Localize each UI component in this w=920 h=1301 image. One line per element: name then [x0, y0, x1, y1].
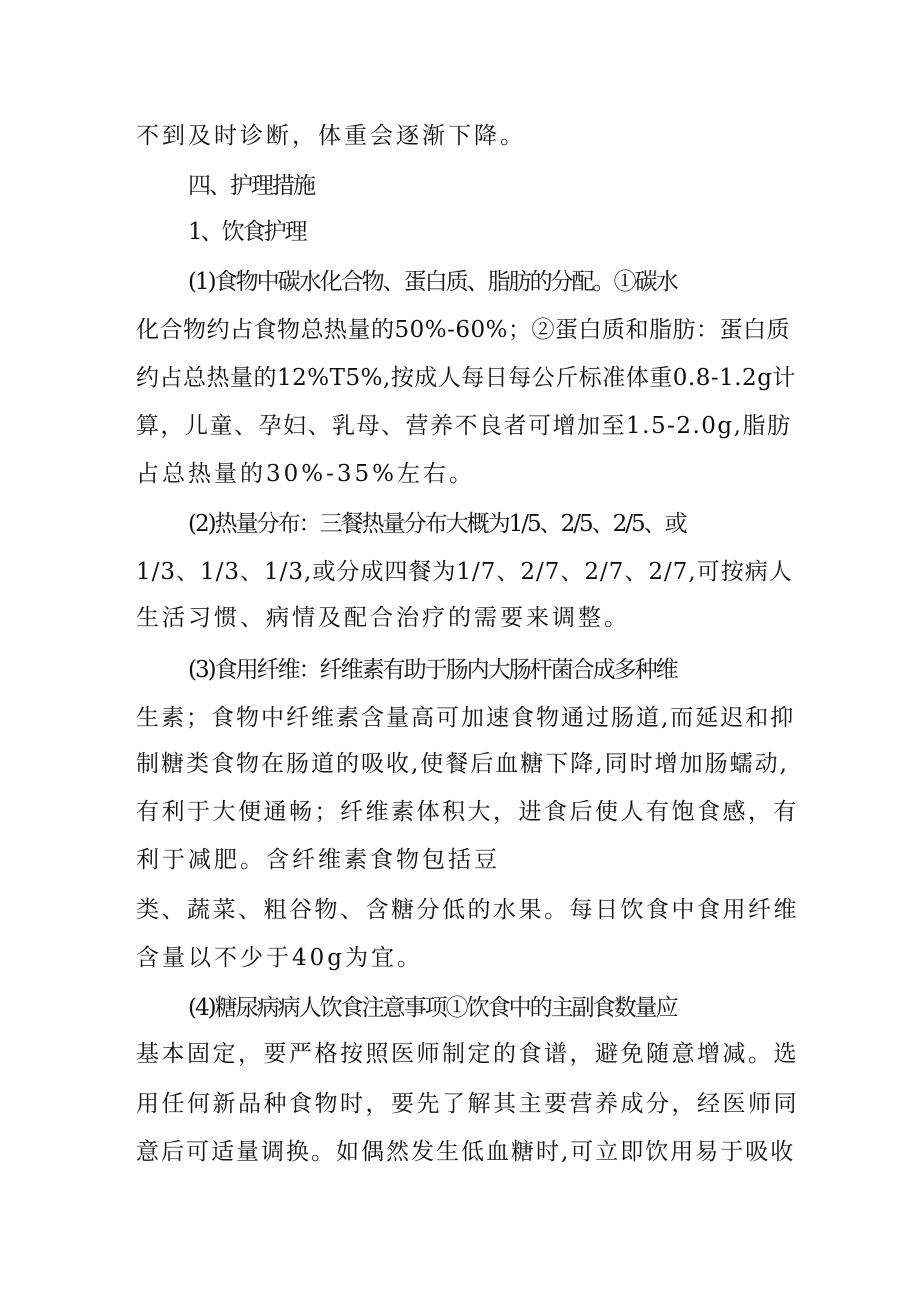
paragraph-2-line: 生活习惯、病情及配合治疗的需要来调整。 [136, 605, 630, 631]
paragraph-1-line: 化合物约占食物总热量的50%-60%；②蛋白质和脂肪：蛋白质 [136, 317, 791, 343]
paragraph-4-line: 基本固定，要严格按照医师制定的食谱，避免随意增减。选 [136, 1041, 799, 1067]
paragraph-1-line: (1)食物中碳水化合物、蛋白质、脂肪的分配。①碳水 [188, 269, 677, 295]
paragraph-3-line: 利于减肥。含纤维素食物包括豆 [136, 847, 500, 873]
paragraph-4-line: (4)糖尿病病人饮食注意事项①饮食中的主副食数量应 [188, 995, 677, 1021]
paragraph-3-line: 类、蔬菜、粗谷物、含糖分低的水果。每日饮食中食用纤维 [136, 897, 799, 923]
paragraph-4-line: 意后可适量调换。如偶然发生低血糖时,可立即饮用易于吸收 [136, 1139, 796, 1165]
paragraph-3-line: 含量以不少于40g为宜。 [136, 945, 423, 971]
paragraph-2-line: 1/3、1/3、1/3,或分成四餐为1/7、2/7、2/7、2/7,可按病人 [136, 559, 793, 585]
paragraph-4-line: 用任何新品种食物时，要先了解其主要营养成分，经医师同 [136, 1091, 799, 1117]
paragraph-3-line: 生素；食物中纤维素含量高可加速食物通过肠道,而延迟和抑 [136, 705, 796, 731]
paragraph-1-line: 占总热量的30%-35%左右。 [136, 461, 476, 487]
paragraph-3-line: 制糖类食物在肠道的吸收,使餐后血糖下降,同时增加肠蠕动, [136, 751, 789, 777]
paragraph-3-line: (3)食用纤维：纤维素有助于肠内大肠杆菌合成多种维 [188, 657, 677, 683]
paragraph-1-line: 算，儿童、孕妇、乳母、营养不良者可增加至1.5-2.0g,脂肪 [136, 413, 792, 439]
text-line: 不到及时诊断，体重会逐渐下降。 [136, 123, 526, 149]
paragraph-3-line: 有利于大便通畅；纤维素体积大，进食后使人有饱食感，有 [136, 799, 799, 825]
paragraph-2-line: (2)热量分布：三餐热量分布大概为1/5、2/5、2/5、或 [188, 511, 686, 537]
subsection-heading: 1、饮食护理 [188, 219, 306, 245]
paragraph-1-line: 约占总热量的12%T5%,按成人每日每公斤标准体重0.8-1.2g计 [136, 365, 796, 391]
section-heading: 四、护理措施 [188, 173, 314, 199]
